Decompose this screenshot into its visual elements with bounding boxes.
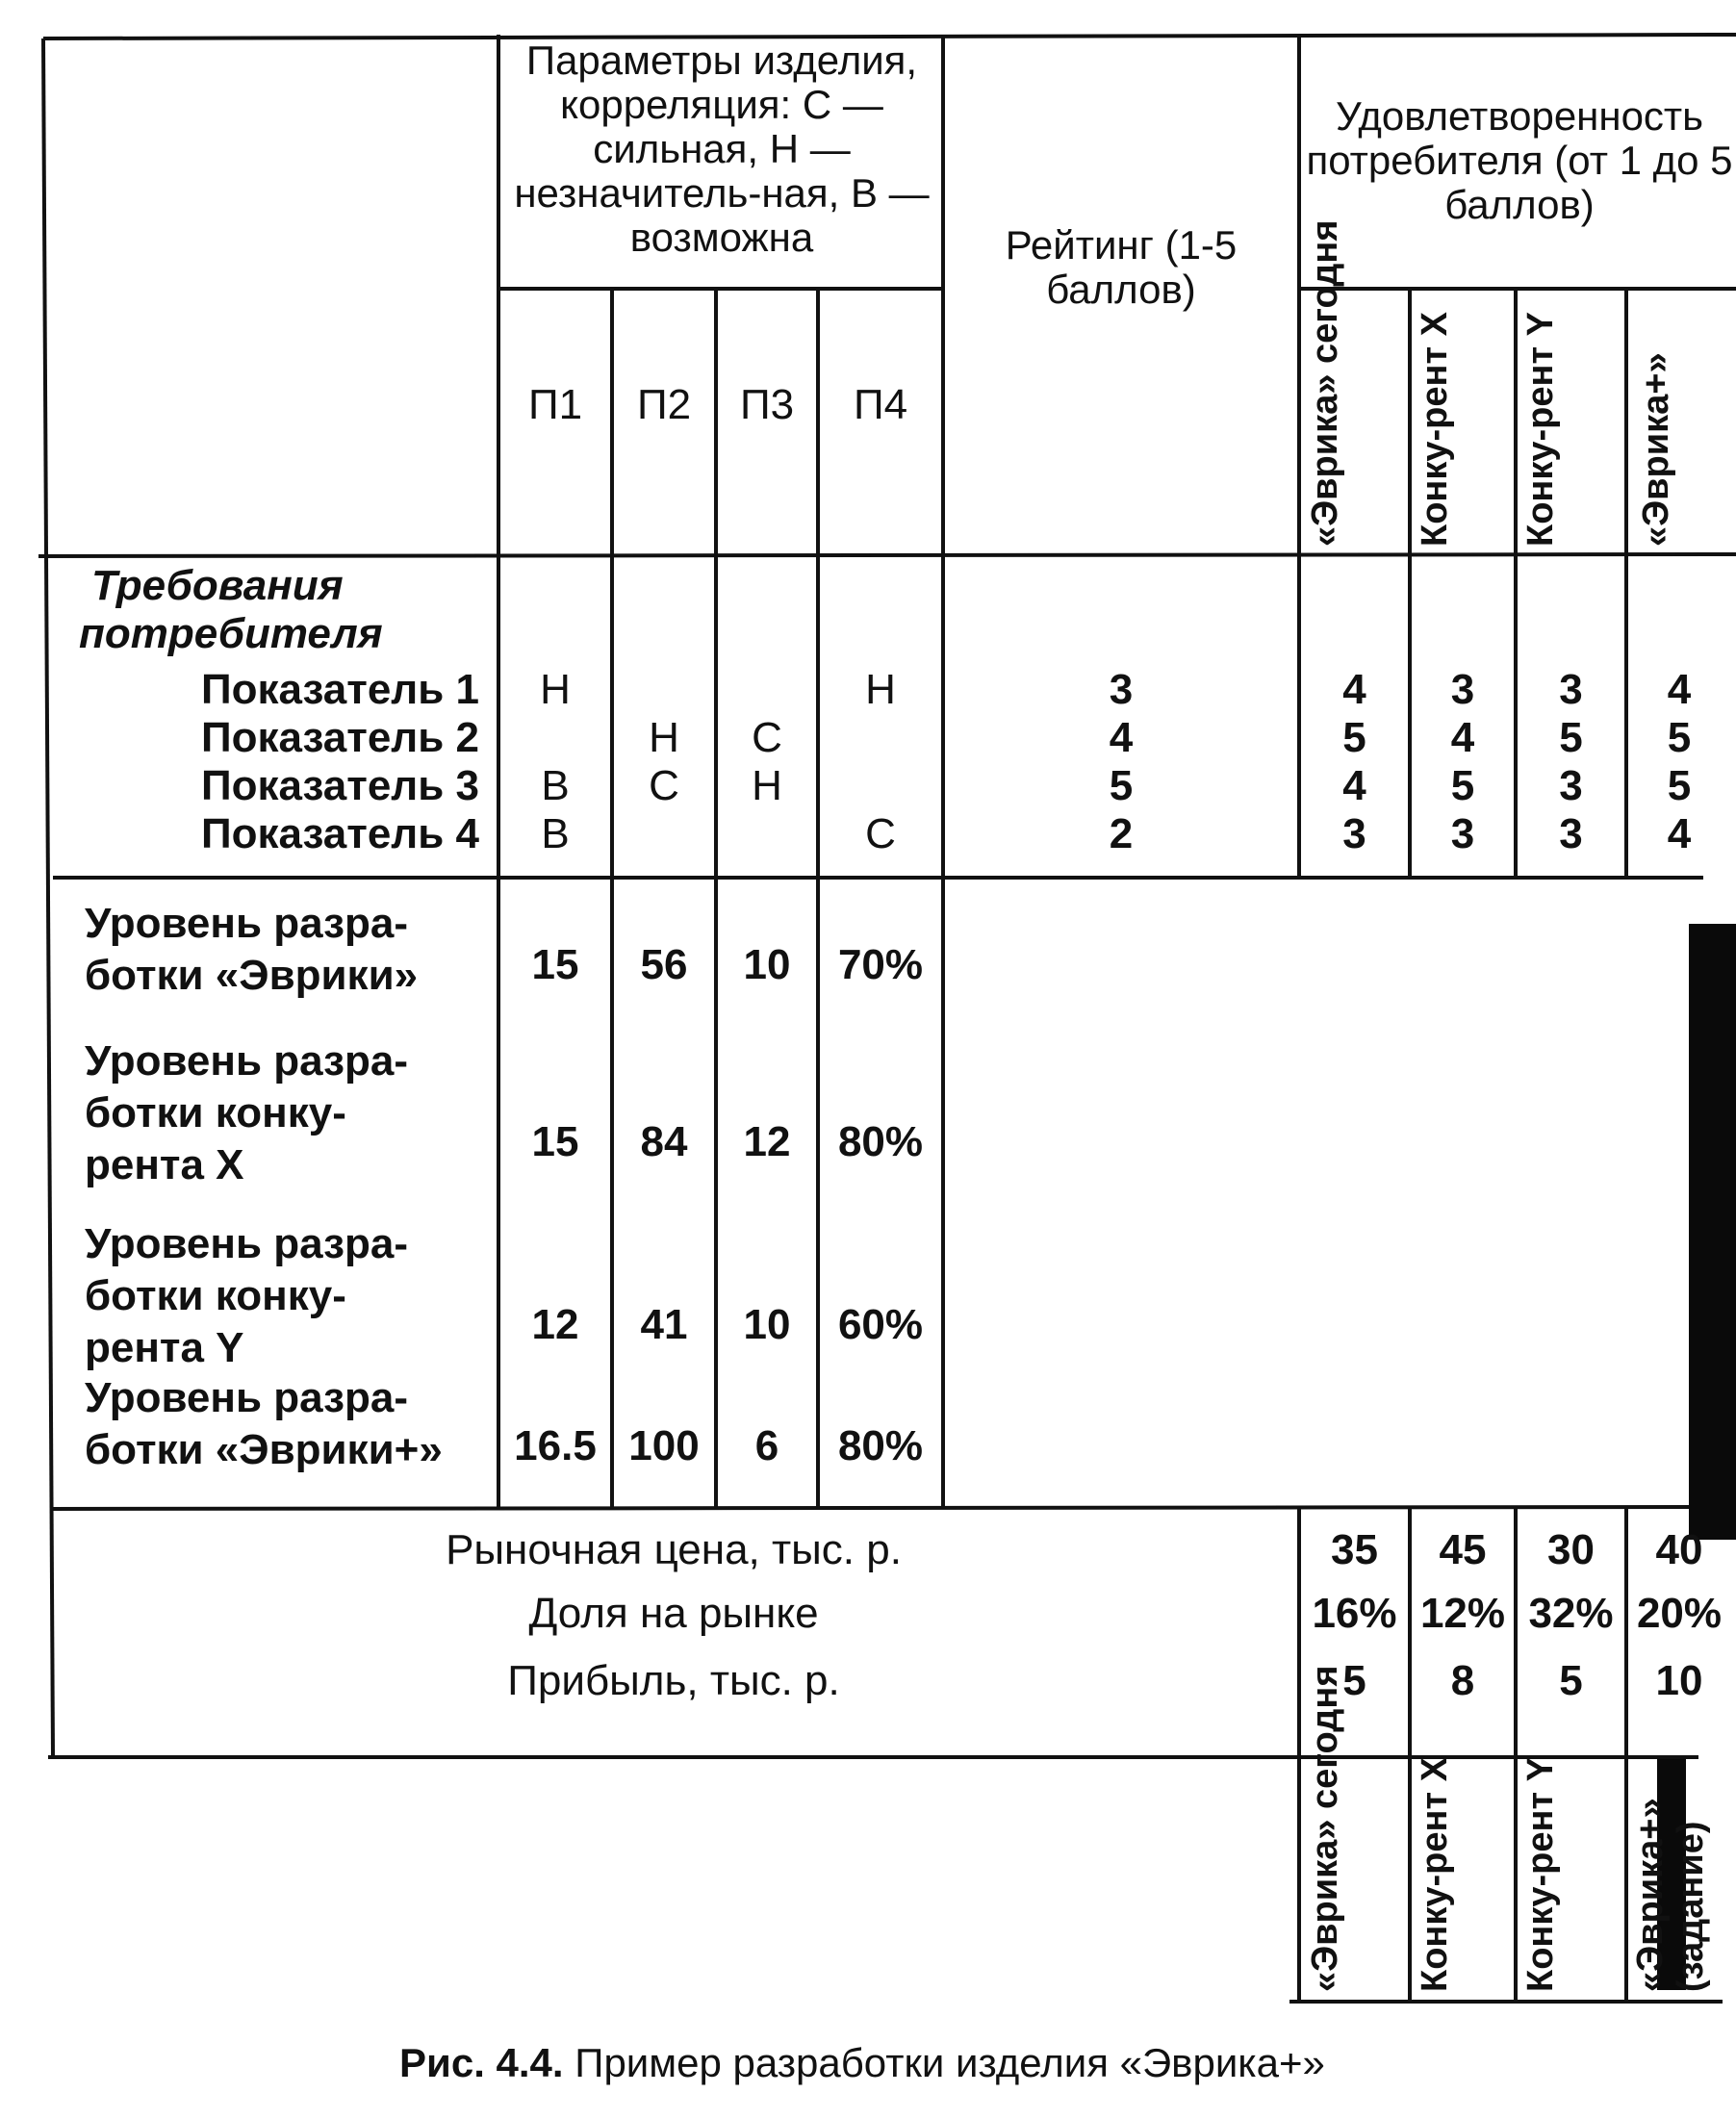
level-label-line: ботки конку- bbox=[85, 1272, 346, 1319]
level-value-p4: 70% bbox=[837, 941, 924, 988]
level-value-p1: 15 bbox=[531, 941, 579, 988]
correlation-cell-p4: С bbox=[865, 810, 896, 857]
level-label-line: ботки «Эврики+» bbox=[85, 1426, 443, 1473]
rating-cell: 3 bbox=[1109, 666, 1134, 713]
market-value: 32% bbox=[1528, 1590, 1614, 1637]
market-value: 5 bbox=[1559, 1657, 1583, 1704]
satisfaction-cell-s3: 3 bbox=[1559, 810, 1583, 857]
level-value-p4: 60% bbox=[837, 1301, 924, 1348]
satisfaction-cell-s1: 3 bbox=[1342, 810, 1366, 857]
level-value-p1: 16.5 bbox=[514, 1422, 597, 1469]
level-label-line: рента Y bbox=[85, 1324, 244, 1371]
correlation-cell-p3: Н bbox=[752, 762, 782, 809]
param-header-p3: П3 bbox=[739, 381, 795, 428]
satisfaction-cell-s2: 5 bbox=[1450, 762, 1475, 809]
market-value: 20% bbox=[1636, 1590, 1723, 1637]
market-value: 45 bbox=[1439, 1526, 1487, 1573]
level-value-p2: 84 bbox=[640, 1118, 688, 1165]
level-label-line: ботки «Эврики» bbox=[85, 952, 419, 999]
market-value: 35 bbox=[1331, 1526, 1378, 1573]
market-value: 16% bbox=[1312, 1590, 1397, 1637]
level-value-p2: 56 bbox=[640, 941, 688, 988]
figure-caption-text: Пример разработки изделия «Эврика+» bbox=[574, 2040, 1325, 2085]
level-value-p4: 80% bbox=[837, 1422, 924, 1469]
competitor-header-eureka-plus: «Эврика+» bbox=[1636, 352, 1676, 547]
satisfaction-cell-s4: 5 bbox=[1667, 714, 1692, 761]
competitor-header-y: Конку-рент Y bbox=[1520, 312, 1561, 547]
params-header-title: Параметры изделия, корреляция: С — сильная, Н — незначитель-ная, В — возможна bbox=[514, 38, 930, 260]
market-value: 5 bbox=[1342, 1657, 1366, 1704]
correlation-cell-p1: В bbox=[541, 810, 570, 857]
satisfaction-cell-s1: 4 bbox=[1342, 666, 1366, 713]
rating-header-title: Рейтинг (1-5 баллов) bbox=[1005, 222, 1238, 312]
market-value: 8 bbox=[1450, 1657, 1475, 1704]
level-label-line: Уровень разра- bbox=[85, 1374, 408, 1421]
market-value: 40 bbox=[1655, 1526, 1703, 1573]
requirements-title-line1: Требования bbox=[91, 562, 344, 609]
level-value-p3: 12 bbox=[743, 1118, 791, 1165]
satisfaction-cell-s3: 5 bbox=[1559, 714, 1583, 761]
satisfaction-cell-s4: 4 bbox=[1667, 810, 1692, 857]
market-row-label: Прибыль, тыс. р. bbox=[507, 1657, 840, 1704]
figure-caption bbox=[399, 2040, 1325, 2086]
correlation-cell-p1: Н bbox=[540, 666, 571, 713]
level-label-line: Уровень разра- bbox=[85, 1037, 408, 1085]
param-header-p4: П4 bbox=[853, 381, 908, 428]
satisfaction-cell-s1: 5 bbox=[1342, 714, 1366, 761]
footer-label-eureka-today: «Эврика» сегодня bbox=[1305, 1665, 1345, 1992]
correlation-cell-p4: Н bbox=[865, 666, 896, 713]
level-value-p3: 10 bbox=[743, 1301, 791, 1348]
level-value-p2: 41 bbox=[640, 1301, 688, 1348]
level-value-p1: 12 bbox=[531, 1301, 579, 1348]
market-row-label: Доля на рынке bbox=[528, 1590, 819, 1637]
requirement-label: Показатель 1 bbox=[200, 666, 479, 713]
satisfaction-cell-s3: 3 bbox=[1559, 666, 1583, 713]
correlation-cell-p1: В bbox=[541, 762, 570, 809]
market-row-label: Рыночная цена, тыс. р. bbox=[446, 1526, 902, 1573]
requirements-title-line2: потребителя bbox=[79, 610, 383, 657]
level-label-line: Уровень разра- bbox=[85, 1220, 408, 1267]
footer-label-eureka-plus-task: «Эврика+» (задание) bbox=[1630, 1798, 1711, 1992]
requirement-label: Показатель 4 bbox=[200, 810, 479, 857]
satisfaction-cell-s4: 5 bbox=[1667, 762, 1692, 809]
satisfaction-cell-s4: 4 bbox=[1667, 666, 1692, 713]
satisfaction-cell-s1: 4 bbox=[1342, 762, 1366, 809]
satisfaction-cell-s3: 3 bbox=[1559, 762, 1583, 809]
market-value: 10 bbox=[1655, 1657, 1703, 1704]
competitor-header-eureka-today: «Эврика» сегодня bbox=[1305, 219, 1345, 547]
requirement-label: Показатель 3 bbox=[200, 762, 479, 809]
level-value-p1: 15 bbox=[531, 1118, 579, 1165]
scan-torn-edge bbox=[1689, 924, 1736, 1540]
level-label-line: ботки конку- bbox=[85, 1089, 346, 1136]
competitor-header-x: Конку-рент X bbox=[1415, 312, 1455, 547]
market-value: 12% bbox=[1419, 1590, 1506, 1637]
param-header-p2: П2 bbox=[636, 381, 692, 428]
level-label-line: Уровень разра- bbox=[85, 900, 408, 947]
satisfaction-cell-s2: 4 bbox=[1450, 714, 1475, 761]
rating-cell: 2 bbox=[1109, 810, 1134, 857]
requirement-label: Показатель 2 bbox=[200, 714, 479, 761]
correlation-cell-p2: Н bbox=[649, 714, 679, 761]
footer-label-y: Конку-рент Y bbox=[1520, 1757, 1561, 1992]
footer-label-x: Конку-рент X bbox=[1415, 1757, 1455, 1992]
figure-caption-prefix: Рис. 4.4. bbox=[399, 2040, 564, 2085]
rating-cell: 5 bbox=[1109, 762, 1134, 809]
rating-cell: 4 bbox=[1109, 714, 1134, 761]
param-header-p1: П1 bbox=[527, 381, 583, 428]
level-value-p4: 80% bbox=[837, 1118, 924, 1165]
level-label-line: рента X bbox=[85, 1141, 244, 1188]
satisfaction-cell-s2: 3 bbox=[1450, 666, 1475, 713]
correlation-cell-p2: С bbox=[649, 762, 679, 809]
satisfaction-cell-s2: 3 bbox=[1450, 810, 1475, 857]
market-value: 30 bbox=[1547, 1526, 1595, 1573]
satisfaction-header-title: Удовлетворенность потребителя (от 1 до 5 баллов) bbox=[1306, 93, 1733, 227]
level-value-p3: 10 bbox=[743, 941, 791, 988]
correlation-cell-p3: С bbox=[752, 714, 782, 761]
level-value-p3: 6 bbox=[754, 1422, 779, 1469]
level-value-p2: 100 bbox=[628, 1422, 700, 1469]
